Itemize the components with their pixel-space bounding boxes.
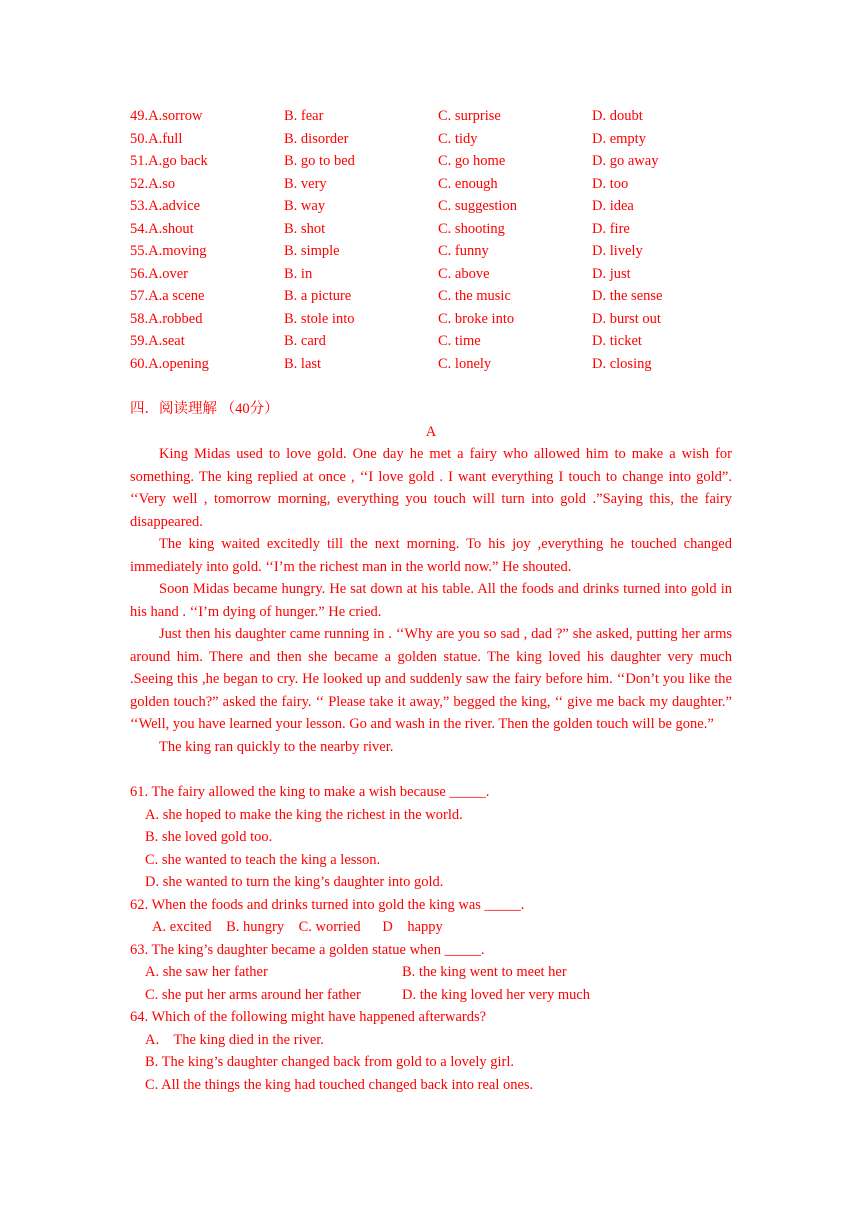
answer-options-line: A. excited B. hungry C. worried D happy [152,919,443,935]
cloze-option-d: D. too [592,175,629,192]
cloze-option-c: C. broke into [438,310,515,327]
passage-paragraph: The king waited excitedly till the next morning. To his joy ,everything he touched changed immediately into gold. ‘‘I’m the richest man in the world now.” He shouted. [130,536,732,575]
cloze-option-c: C. funny [438,243,489,259]
cloze-option-b: B. go to bed [284,153,355,169]
question-63 [130,939,732,1007]
question-61 [130,781,732,894]
questions-block [130,781,732,1096]
answer-option: D. the king loved her very much [402,986,591,1003]
cloze-option-a: 54.A.shout [130,220,194,237]
cloze-option-b: B. very [284,175,327,192]
cloze-option-a: 57.A.a scene [130,288,205,304]
cloze-option-row [130,263,742,286]
cloze-option-a: 60.A.opening [130,355,209,372]
cloze-option-a: 58.A.robbed [130,310,203,327]
question-64 [130,1006,732,1096]
cloze-option-d: D. idea [592,198,634,214]
cloze-option-c: C. shooting [438,220,505,237]
cloze-option-b: B. disorder [284,130,349,147]
cloze-option-c: C. above [438,265,490,282]
answer-option: A. The king died in the river. [145,1031,324,1048]
answer-option: C. she put her arms around her father [145,986,361,1003]
passage-paragraph: Soon Midas became hungry. He sat down at his table. All the foods and drinks turned into gold in his hand . ‘‘I’m dying of hunger.” He cried. [130,581,732,620]
cloze-option-d: D. fire [592,220,630,237]
cloze-option-a: 53.A.advice [130,198,201,214]
cloze-option-a: 56.A.over [130,265,188,282]
section-title: 四．阅读理解 （40分） [130,401,279,417]
cloze-option-row [130,218,742,241]
cloze-option-a: 52.A.so [130,175,176,192]
cloze-option-row [130,105,742,128]
answer-option: C. she wanted to teach the king a lesson. [145,851,381,868]
cloze-option-c: C. enough [438,175,498,192]
answer-option: A. she saw her father [145,964,268,980]
answer-option: C. All the things the king had touched changed back into real ones. [145,1076,534,1093]
cloze-option-row [130,173,742,196]
cloze-option-d: D. burst out [592,310,661,327]
cloze-option-d: D. ticket [592,333,642,349]
cloze-option-c: C. lonely [438,355,492,372]
cloze-option-d: D. empty [592,130,646,147]
cloze-option-a: 50.A.full [130,130,183,147]
cloze-option-b: B. fear [284,108,324,124]
cloze-option-row [130,150,742,173]
cloze-option-row [130,308,742,331]
cloze-option-a: 49.A.sorrow [130,108,203,124]
cloze-option-c: C. suggestion [438,198,517,214]
cloze-option-row [130,330,742,353]
cloze-option-row [130,240,742,263]
cloze-option-d: D. go away [592,153,659,169]
answer-option: B. the king went to meet her [402,964,567,980]
cloze-option-c: C. tidy [438,130,478,147]
answer-option: B. The king’s daughter changed back from gold to a lovely girl. [145,1054,514,1070]
question-stem: 61. The fairy allowed the king to make a wish because _____. [130,784,490,800]
question-stem: 64. Which of the following might have happened afterwards? [130,1009,487,1025]
question-stem: 62. When the foods and drinks turned into gold the king was _____. [130,896,525,913]
cloze-option-c: C. the music [438,288,511,304]
passage-paragraph: King Midas used to love gold. One day he met a fairy who allowed him to make a wish for something. The king replied at once , ‘‘I love gold . I want everything I touch to change into gold”. ‘‘Very well , tomorrow morning, everything you touch will turn into gold .”Saying this, the fairy disappeared. [130,446,732,530]
cloze-options-table [130,105,742,375]
answer-options-row [130,984,732,1007]
answer-option: A. she hoped to make the king the richest in the world. [145,806,463,823]
cloze-option-d: D. doubt [592,108,643,124]
reading-passage [130,443,732,758]
cloze-option-c: C. time [438,333,481,349]
cloze-option-c: C. surprise [438,108,501,124]
answer-options-row [130,961,732,984]
cloze-option-a: 55.A.moving [130,243,207,259]
cloze-option-row [130,128,742,151]
cloze-option-b: B. last [284,355,322,372]
cloze-option-c: C. go home [438,153,506,169]
question-stem: 63. The king’s daughter became a golden statue when _____. [130,941,485,958]
passage-paragraph: Just then his daughter came running in . ‘‘Why are you so sad , dad ?” she asked, putting her arms around him. There and then she became a golden statue. The king loved his daughter very much .Seeing this ,he began to cry. He looked up and suddenly saw the fairy before him. ‘‘Don’t you like the golden touch?” asked the fairy. ‘‘ Please take it away,” begged the king, ‘‘ give me back my daughter.” ‘‘Well, you have learned your lesson. Go and wash in the river. Then the golden touch will be gone.” [130,626,732,732]
cloze-option-b: B. in [284,265,313,282]
cloze-option-d: D. lively [592,243,643,259]
cloze-option-b: B. way [284,198,326,214]
passage-paragraph: The king ran quickly to the nearby river. [159,738,394,755]
cloze-option-row [130,285,742,308]
cloze-option-d: D. the sense [592,288,663,304]
cloze-option-row [130,195,742,218]
cloze-option-a: 59.A.seat [130,333,185,349]
cloze-option-a: 51.A.go back [130,153,208,169]
cloze-option-b: B. shot [284,220,326,237]
cloze-option-b: B. simple [284,243,340,259]
passage-title: A [425,424,437,440]
cloze-option-b: B. a picture [284,288,352,304]
cloze-option-row [130,353,742,376]
cloze-option-b: B. stole into [284,310,355,327]
cloze-option-d: D. just [592,265,631,282]
answer-option: B. she loved gold too. [145,829,273,845]
cloze-option-d: D. closing [592,355,652,372]
answer-option: D. she wanted to turn the king’s daughter into gold. [145,874,444,890]
question-62 [130,894,732,939]
cloze-option-b: B. card [284,333,326,349]
